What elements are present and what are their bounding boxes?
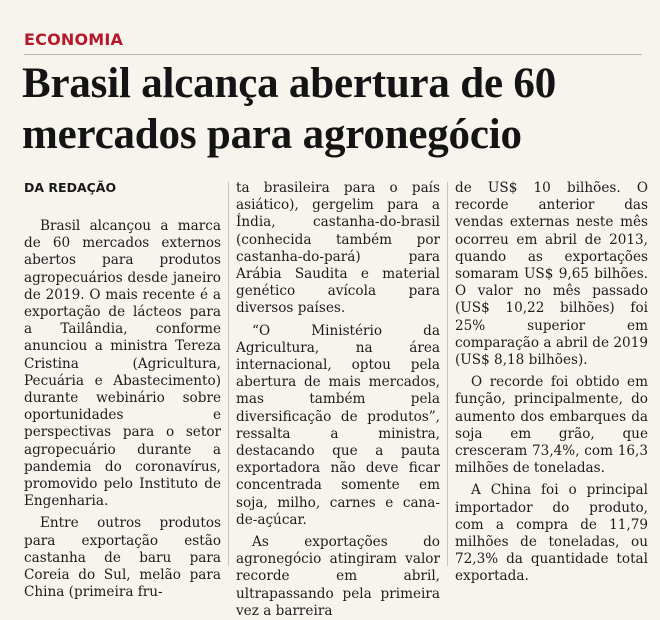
section-label: ECONOMIA: [24, 30, 124, 49]
column-divider: [228, 182, 229, 566]
paragraph: ta brasileira para o país asiático), gergelim para a Índia, castanha-do-brasil (conhecida também por castanha-do-pará) para Arábia Saudita e material genético avícola para diversos países.: [236, 180, 440, 317]
paragraph: “O Ministério da Agricultura, na área internacional, optou pela abertura de mais mercados, mas também pela diversificação de produtos”, ressalta a ministra, destacando que a pauta exportadora não deve ficar concentrada somente em soja, milho, carnes e cana-de-açúcar.: [236, 322, 440, 528]
byline: DA REDAÇÃO: [24, 180, 117, 195]
paragraph: A China foi o principal importador do produto, com a compra de 11,79 milhões de toneladas, ou 72,3% da quantidade total exportada.: [455, 482, 648, 585]
paragraph: Entre outros produtos para exportação estão castanha de baru para Coreia do Sul, melão para China (primeira fru-: [24, 515, 221, 601]
article-column-3: [455, 180, 648, 586]
paragraph: As exportações do agronegócio atingiram valor recorde em abril, ultrapassando pela primeira vez a barreira: [236, 534, 440, 619]
article-column-2: [236, 180, 440, 620]
paragraph: Brasil alcançou a marca de 60 mercados externos abertos para produtos agropecuários desde janeiro de 2019. O mais recente é a exportação de lácteos para a Tailândia, conforme anunciou a ministra Tereza Cristina (Agricultura, Pecuária e Abastecimento) durante webinário sobre oportunidades e perspectivas para o setor agropecuário durante a pandemia do coronavírus, promovido pelo Instituto de Engenharia.: [24, 218, 221, 510]
paragraph: O recorde foi obtido em função, principalmente, do aumento dos embarques da soja em grão, que cresceram 73,4%, com 16,3 milhões de toneladas.: [455, 374, 648, 477]
headline: Brasil alcança abertura de 60 mercados para agronegócio: [22, 60, 557, 158]
column-divider: [447, 182, 448, 566]
section-divider: [24, 54, 642, 55]
article-column-1: [24, 218, 221, 601]
paragraph: de US$ 10 bilhões. O recorde anterior das vendas externas neste mês ocorreu em abril de 2013, quando as exportações somaram US$ 9,65 bilhões. O valor no mês passado (US$ 10,22 bilhões) foi 25% superior em comparação a abril de 2019 (US$ 8,18 bilhões).: [455, 180, 648, 369]
